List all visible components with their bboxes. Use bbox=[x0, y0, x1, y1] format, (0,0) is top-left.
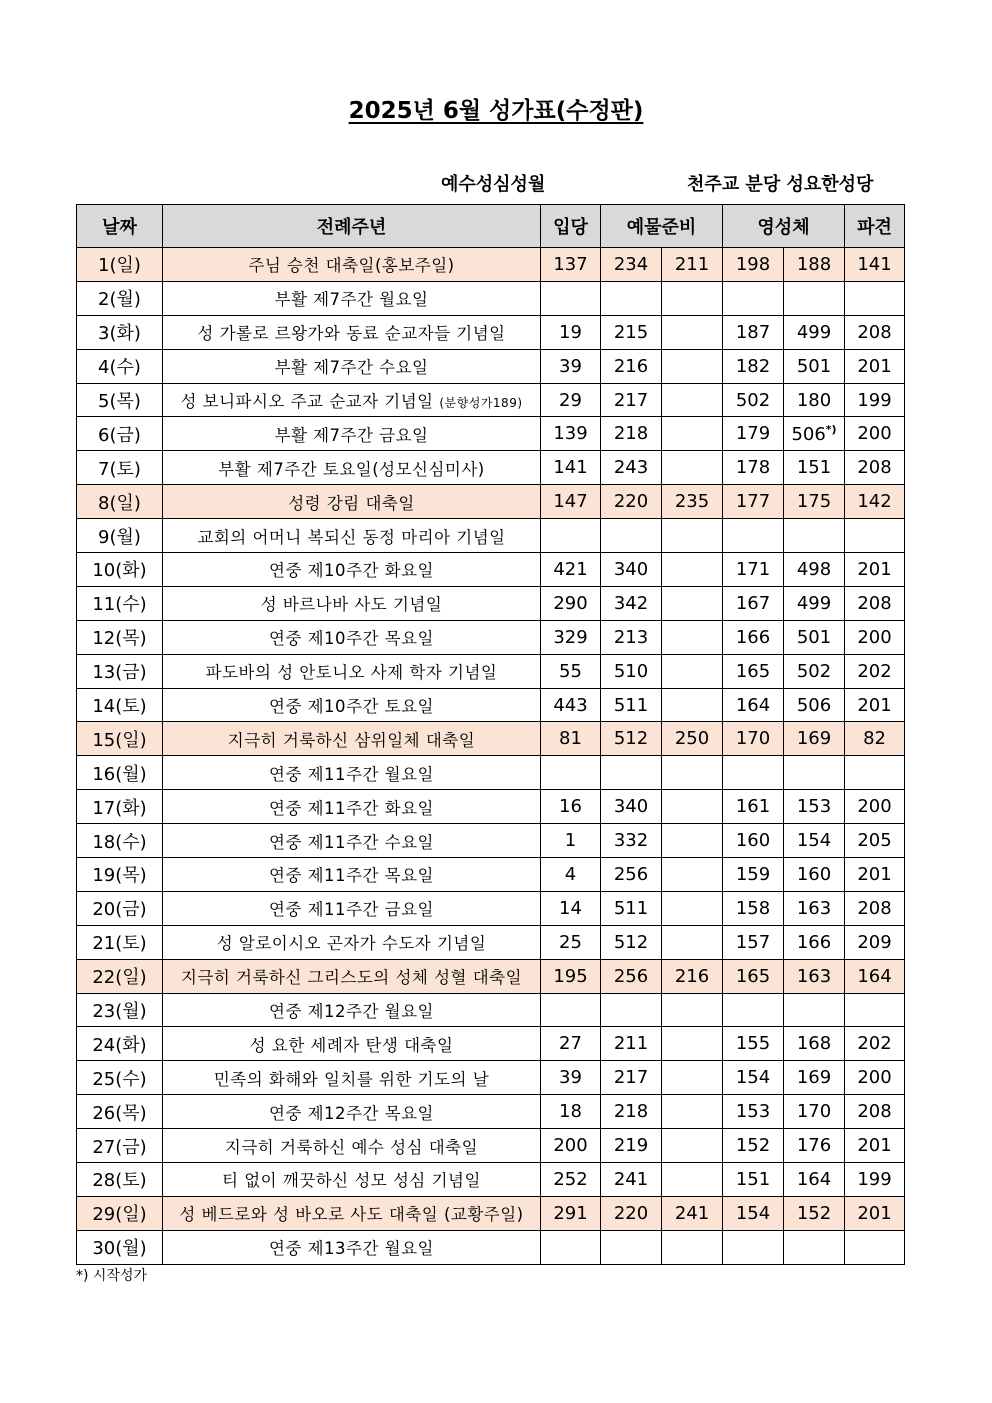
liturgy-cell: 연중 제11주간 금요일 bbox=[163, 891, 541, 925]
liturgy-cell: 교회의 어머니 복되신 동정 마리아 기념일 bbox=[163, 519, 541, 553]
offertory-hymn-1-cell bbox=[601, 993, 662, 1027]
communion-hymn-2-cell: 501 bbox=[784, 620, 845, 654]
communion-hymn-1-cell: 152 bbox=[723, 1129, 784, 1163]
communion-hymn-1-cell: 179 bbox=[723, 417, 784, 451]
entrance-hymn-cell: 29 bbox=[541, 383, 601, 417]
communion-hymn-2-cell: 153 bbox=[784, 790, 845, 824]
hymn-table bbox=[76, 204, 905, 1265]
offertory-hymn-1-cell: 218 bbox=[601, 417, 662, 451]
table-row bbox=[77, 248, 905, 282]
date-cell: 23(월) bbox=[77, 993, 163, 1027]
offertory-hymn-2-cell bbox=[662, 1230, 723, 1264]
entrance-hymn-cell: 25 bbox=[541, 925, 601, 959]
offertory-hymn-1-cell: 211 bbox=[601, 1027, 662, 1061]
communion-hymn-1-cell: 154 bbox=[723, 1061, 784, 1095]
offertory-hymn-2-cell bbox=[662, 383, 723, 417]
offertory-hymn-1-cell: 511 bbox=[601, 688, 662, 722]
offertory-hymn-2-cell bbox=[662, 1095, 723, 1129]
recessional-hymn-cell: 199 bbox=[845, 383, 905, 417]
recessional-hymn-cell: 202 bbox=[845, 654, 905, 688]
offertory-hymn-2-cell bbox=[662, 315, 723, 349]
table-header-row bbox=[77, 205, 905, 248]
liturgy-cell: 민족의 화해와 일치를 위한 기도의 날 bbox=[163, 1061, 541, 1095]
offertory-hymn-2-cell bbox=[662, 790, 723, 824]
liturgy-cell: 연중 제10주간 화요일 bbox=[163, 553, 541, 587]
recessional-hymn-cell bbox=[845, 1230, 905, 1264]
date-cell: 28(토) bbox=[77, 1163, 163, 1197]
recessional-hymn-cell: 201 bbox=[845, 688, 905, 722]
liturgy-cell: 연중 제11주간 월요일 bbox=[163, 756, 541, 790]
table-row bbox=[77, 1163, 905, 1197]
offertory-hymn-2-cell bbox=[662, 654, 723, 688]
recessional-hymn-cell: 208 bbox=[845, 315, 905, 349]
offertory-hymn-2-cell bbox=[662, 993, 723, 1027]
communion-hymn-1-cell: 151 bbox=[723, 1163, 784, 1197]
communion-hymn-2-cell: 152 bbox=[784, 1196, 845, 1230]
communion-hymn-2-cell bbox=[784, 993, 845, 1027]
offertory-hymn-2-cell bbox=[662, 1061, 723, 1095]
offertory-hymn-2-cell bbox=[662, 349, 723, 383]
header-liturgy: 전례주년 bbox=[163, 205, 541, 248]
communion-hymn-1-cell: 155 bbox=[723, 1027, 784, 1061]
date-cell: 14(토) bbox=[77, 688, 163, 722]
table-row bbox=[77, 485, 905, 519]
table-row bbox=[77, 654, 905, 688]
offertory-hymn-2-cell: 211 bbox=[662, 248, 723, 282]
offertory-hymn-2-cell bbox=[662, 417, 723, 451]
liturgy-cell: 연중 제11주간 화요일 bbox=[163, 790, 541, 824]
table-row bbox=[77, 620, 905, 654]
liturgy-cell: 부활 제7주간 금요일 bbox=[163, 417, 541, 451]
recessional-hymn-cell: 202 bbox=[845, 1027, 905, 1061]
communion-hymn-1-cell: 158 bbox=[723, 891, 784, 925]
offertory-hymn-2-cell bbox=[662, 451, 723, 485]
communion-hymn-2-cell: 164 bbox=[784, 1163, 845, 1197]
opening-hymn-mark: *) bbox=[825, 422, 837, 436]
offertory-hymn-1-cell: 234 bbox=[601, 248, 662, 282]
table-row bbox=[77, 790, 905, 824]
offertory-hymn-2-cell bbox=[662, 1027, 723, 1061]
offertory-hymn-1-cell: 512 bbox=[601, 722, 662, 756]
communion-hymn-1-cell: 182 bbox=[723, 349, 784, 383]
liturgy-cell: 연중 제10주간 토요일 bbox=[163, 688, 541, 722]
communion-hymn-2-cell: 188 bbox=[784, 248, 845, 282]
communion-hymn-1-cell: 165 bbox=[723, 654, 784, 688]
entrance-hymn-cell: 19 bbox=[541, 315, 601, 349]
communion-hymn-2-cell: 499 bbox=[784, 315, 845, 349]
date-cell: 19(목) bbox=[77, 858, 163, 892]
date-cell: 12(목) bbox=[77, 620, 163, 654]
recessional-hymn-cell: 141 bbox=[845, 248, 905, 282]
date-cell: 3(화) bbox=[77, 315, 163, 349]
recessional-hymn-cell: 200 bbox=[845, 1061, 905, 1095]
table-row bbox=[77, 1095, 905, 1129]
offertory-hymn-1-cell: 218 bbox=[601, 1095, 662, 1129]
entrance-hymn-cell: 81 bbox=[541, 722, 601, 756]
communion-hymn-1-cell: 166 bbox=[723, 620, 784, 654]
table-row bbox=[77, 959, 905, 993]
communion-hymn-2-cell: 169 bbox=[784, 1061, 845, 1095]
recessional-hymn-cell: 205 bbox=[845, 824, 905, 858]
date-cell: 7(토) bbox=[77, 451, 163, 485]
liturgy-cell: 성 요한 세례자 탄생 대축일 bbox=[163, 1027, 541, 1061]
table-row bbox=[77, 315, 905, 349]
table-row bbox=[77, 925, 905, 959]
date-cell: 25(수) bbox=[77, 1061, 163, 1095]
table-row bbox=[77, 1061, 905, 1095]
recessional-hymn-cell: 208 bbox=[845, 586, 905, 620]
offertory-hymn-2-cell: 250 bbox=[662, 722, 723, 756]
entrance-hymn-cell bbox=[541, 756, 601, 790]
date-cell: 20(금) bbox=[77, 891, 163, 925]
date-cell: 1(일) bbox=[77, 248, 163, 282]
date-cell: 10(화) bbox=[77, 553, 163, 587]
recessional-hymn-cell: 200 bbox=[845, 620, 905, 654]
date-cell: 5(목) bbox=[77, 383, 163, 417]
table-row bbox=[77, 451, 905, 485]
offertory-hymn-1-cell: 511 bbox=[601, 891, 662, 925]
communion-hymn-2-cell: 151 bbox=[784, 451, 845, 485]
date-cell: 27(금) bbox=[77, 1129, 163, 1163]
month-theme: 예수성심성월 bbox=[441, 174, 546, 195]
table-row bbox=[77, 349, 905, 383]
entrance-hymn-cell: 55 bbox=[541, 654, 601, 688]
recessional-hymn-cell: 142 bbox=[845, 485, 905, 519]
communion-hymn-1-cell: 160 bbox=[723, 824, 784, 858]
communion-hymn-2-cell: 175 bbox=[784, 485, 845, 519]
table-row bbox=[77, 824, 905, 858]
entrance-hymn-cell: 39 bbox=[541, 349, 601, 383]
communion-hymn-2-cell: 166 bbox=[784, 925, 845, 959]
liturgy-cell: 성 알로이시오 곤자가 수도자 기념일 bbox=[163, 925, 541, 959]
incense-hymn-note: (분향성가189) bbox=[439, 396, 523, 410]
date-cell: 21(토) bbox=[77, 925, 163, 959]
liturgy-cell: 연중 제11주간 목요일 bbox=[163, 858, 541, 892]
offertory-hymn-1-cell: 220 bbox=[601, 1196, 662, 1230]
recessional-hymn-cell: 201 bbox=[845, 553, 905, 587]
header-communion: 영성체 bbox=[723, 205, 845, 248]
recessional-hymn-cell: 209 bbox=[845, 925, 905, 959]
date-cell: 29(일) bbox=[77, 1196, 163, 1230]
communion-hymn-1-cell: 198 bbox=[723, 248, 784, 282]
recessional-hymn-cell: 200 bbox=[845, 790, 905, 824]
header-entrance: 입당 bbox=[541, 205, 601, 248]
communion-hymn-2-cell bbox=[784, 1230, 845, 1264]
communion-hymn-1-cell: 502 bbox=[723, 383, 784, 417]
liturgy-cell: 부활 제7주간 수요일 bbox=[163, 349, 541, 383]
recessional-hymn-cell: 82 bbox=[845, 722, 905, 756]
date-cell: 11(수) bbox=[77, 586, 163, 620]
recessional-hymn-cell bbox=[845, 756, 905, 790]
offertory-hymn-1-cell: 217 bbox=[601, 1061, 662, 1095]
communion-hymn-2-cell: 168 bbox=[784, 1027, 845, 1061]
communion-hymn-2-cell: 501 bbox=[784, 349, 845, 383]
offertory-hymn-2-cell bbox=[662, 586, 723, 620]
entrance-hymn-cell: 18 bbox=[541, 1095, 601, 1129]
table-row bbox=[77, 417, 905, 451]
liturgy-cell: 연중 제13주간 월요일 bbox=[163, 1230, 541, 1264]
liturgy-cell: 연중 제11주간 수요일 bbox=[163, 824, 541, 858]
offertory-hymn-2-cell bbox=[662, 756, 723, 790]
communion-hymn-1-cell bbox=[723, 1230, 784, 1264]
offertory-hymn-1-cell bbox=[601, 1230, 662, 1264]
parish-name: 천주교 분당 성요한성당 bbox=[687, 174, 874, 195]
offertory-hymn-1-cell: 213 bbox=[601, 620, 662, 654]
communion-hymn-1-cell bbox=[723, 519, 784, 553]
date-cell: 15(일) bbox=[77, 722, 163, 756]
liturgy-cell: 성 가롤로 르왕가와 동료 순교자들 기념일 bbox=[163, 315, 541, 349]
entrance-hymn-cell: 141 bbox=[541, 451, 601, 485]
communion-hymn-1-cell: 171 bbox=[723, 553, 784, 587]
table-row bbox=[77, 383, 905, 417]
communion-hymn-1-cell bbox=[723, 756, 784, 790]
liturgy-cell: 지극히 거룩하신 삼위일체 대축일 bbox=[163, 722, 541, 756]
offertory-hymn-1-cell: 340 bbox=[601, 790, 662, 824]
table-row bbox=[77, 993, 905, 1027]
entrance-hymn-cell: 200 bbox=[541, 1129, 601, 1163]
entrance-hymn-cell: 291 bbox=[541, 1196, 601, 1230]
communion-hymn-1-cell: 177 bbox=[723, 485, 784, 519]
communion-hymn-1-cell: 159 bbox=[723, 858, 784, 892]
date-cell: 9(월) bbox=[77, 519, 163, 553]
liturgy-cell: 연중 제10주간 목요일 bbox=[163, 620, 541, 654]
communion-hymn-2-cell bbox=[784, 756, 845, 790]
liturgy-cell: 연중 제12주간 월요일 bbox=[163, 993, 541, 1027]
entrance-hymn-cell: 329 bbox=[541, 620, 601, 654]
date-cell: 24(화) bbox=[77, 1027, 163, 1061]
communion-hymn-2-cell: 163 bbox=[784, 891, 845, 925]
recessional-hymn-cell: 199 bbox=[845, 1163, 905, 1197]
table-row bbox=[77, 281, 905, 315]
communion-hymn-1-cell: 165 bbox=[723, 959, 784, 993]
communion-hymn-2-cell bbox=[784, 519, 845, 553]
entrance-hymn-cell: 16 bbox=[541, 790, 601, 824]
communion-hymn-1-cell bbox=[723, 993, 784, 1027]
offertory-hymn-1-cell: 243 bbox=[601, 451, 662, 485]
entrance-hymn-cell bbox=[541, 281, 601, 315]
entrance-hymn-cell: 137 bbox=[541, 248, 601, 282]
offertory-hymn-2-cell bbox=[662, 1129, 723, 1163]
recessional-hymn-cell: 164 bbox=[845, 959, 905, 993]
entrance-hymn-cell: 443 bbox=[541, 688, 601, 722]
entrance-hymn-cell: 139 bbox=[541, 417, 601, 451]
communion-hymn-1-cell: 167 bbox=[723, 586, 784, 620]
communion-hymn-2-cell: 154 bbox=[784, 824, 845, 858]
liturgy-cell: 지극히 거룩하신 그리스도의 성체 성혈 대축일 bbox=[163, 959, 541, 993]
date-cell: 13(금) bbox=[77, 654, 163, 688]
date-cell: 26(목) bbox=[77, 1095, 163, 1129]
entrance-hymn-cell bbox=[541, 993, 601, 1027]
recessional-hymn-cell bbox=[845, 993, 905, 1027]
liturgy-cell: 부활 제7주간 월요일 bbox=[163, 281, 541, 315]
entrance-hymn-cell: 14 bbox=[541, 891, 601, 925]
entrance-hymn-cell: 147 bbox=[541, 485, 601, 519]
recessional-hymn-cell: 201 bbox=[845, 1129, 905, 1163]
liturgy-cell: 부활 제7주간 토요일(성모신심미사) bbox=[163, 451, 541, 485]
offertory-hymn-1-cell bbox=[601, 281, 662, 315]
recessional-hymn-cell bbox=[845, 281, 905, 315]
liturgy-cell: 성 바르나바 사도 기념일 bbox=[163, 586, 541, 620]
entrance-hymn-cell bbox=[541, 1230, 601, 1264]
date-cell: 16(월) bbox=[77, 756, 163, 790]
offertory-hymn-1-cell: 510 bbox=[601, 654, 662, 688]
communion-hymn-1-cell bbox=[723, 281, 784, 315]
header-recessional: 파견 bbox=[845, 205, 905, 248]
entrance-hymn-cell: 195 bbox=[541, 959, 601, 993]
communion-hymn-2-cell: 160 bbox=[784, 858, 845, 892]
offertory-hymn-2-cell bbox=[662, 925, 723, 959]
page-title: 2025년 6월 성가표(수정판) bbox=[348, 98, 644, 124]
communion-hymn-1-cell: 187 bbox=[723, 315, 784, 349]
entrance-hymn-cell: 252 bbox=[541, 1163, 601, 1197]
communion-hymn-2-cell: 506*) bbox=[784, 417, 845, 451]
communion-hymn-1-cell: 157 bbox=[723, 925, 784, 959]
table-row bbox=[77, 1230, 905, 1264]
offertory-hymn-1-cell: 256 bbox=[601, 858, 662, 892]
communion-hymn-1-cell: 153 bbox=[723, 1095, 784, 1129]
offertory-hymn-2-cell: 241 bbox=[662, 1196, 723, 1230]
table-row bbox=[77, 519, 905, 553]
recessional-hymn-cell: 201 bbox=[845, 1196, 905, 1230]
offertory-hymn-1-cell: 215 bbox=[601, 315, 662, 349]
date-cell: 18(수) bbox=[77, 824, 163, 858]
offertory-hymn-1-cell bbox=[601, 519, 662, 553]
table-row bbox=[77, 1027, 905, 1061]
communion-hymn-2-cell: 176 bbox=[784, 1129, 845, 1163]
table-row bbox=[77, 1129, 905, 1163]
entrance-hymn-cell: 421 bbox=[541, 553, 601, 587]
offertory-hymn-1-cell: 220 bbox=[601, 485, 662, 519]
offertory-hymn-2-cell bbox=[662, 858, 723, 892]
offertory-hymn-2-cell bbox=[662, 688, 723, 722]
entrance-hymn-cell: 39 bbox=[541, 1061, 601, 1095]
table-body bbox=[77, 248, 905, 1265]
entrance-hymn-cell: 1 bbox=[541, 824, 601, 858]
offertory-hymn-1-cell: 241 bbox=[601, 1163, 662, 1197]
communion-hymn-1-cell: 154 bbox=[723, 1196, 784, 1230]
offertory-hymn-1-cell: 216 bbox=[601, 349, 662, 383]
date-cell: 22(일) bbox=[77, 959, 163, 993]
offertory-hymn-2-cell bbox=[662, 1163, 723, 1197]
date-cell: 4(수) bbox=[77, 349, 163, 383]
entrance-hymn-cell: 27 bbox=[541, 1027, 601, 1061]
liturgy-cell: 지극히 거룩하신 예수 성심 대축일 bbox=[163, 1129, 541, 1163]
header-date: 날짜 bbox=[77, 205, 163, 248]
offertory-hymn-1-cell bbox=[601, 756, 662, 790]
table-row bbox=[77, 756, 905, 790]
table-row bbox=[77, 553, 905, 587]
date-cell: 17(화) bbox=[77, 790, 163, 824]
communion-hymn-1-cell: 178 bbox=[723, 451, 784, 485]
offertory-hymn-1-cell: 256 bbox=[601, 959, 662, 993]
recessional-hymn-cell bbox=[845, 519, 905, 553]
offertory-hymn-2-cell bbox=[662, 891, 723, 925]
date-cell: 6(금) bbox=[77, 417, 163, 451]
recessional-hymn-cell: 201 bbox=[845, 349, 905, 383]
date-cell: 2(월) bbox=[77, 281, 163, 315]
offertory-hymn-1-cell: 217 bbox=[601, 383, 662, 417]
liturgy-cell: 성령 강림 대축일 bbox=[163, 485, 541, 519]
communion-hymn-2-cell: 180 bbox=[784, 383, 845, 417]
entrance-hymn-cell bbox=[541, 519, 601, 553]
liturgy-cell: 성 보니파시오 주교 순교자 기념일 (분향성가189) bbox=[163, 383, 541, 417]
table-row bbox=[77, 858, 905, 892]
recessional-hymn-cell: 200 bbox=[845, 417, 905, 451]
communion-hymn-2-cell: 499 bbox=[784, 586, 845, 620]
table-row bbox=[77, 722, 905, 756]
communion-hymn-2-cell: 506 bbox=[784, 688, 845, 722]
communion-hymn-1-cell: 161 bbox=[723, 790, 784, 824]
header-offertory: 예물준비 bbox=[601, 205, 723, 248]
recessional-hymn-cell: 208 bbox=[845, 1095, 905, 1129]
table-row bbox=[77, 891, 905, 925]
communion-hymn-2-cell: 163 bbox=[784, 959, 845, 993]
footnote: *) 시작성가 bbox=[76, 1268, 148, 1284]
communion-hymn-1-cell: 164 bbox=[723, 688, 784, 722]
communion-hymn-2-cell bbox=[784, 281, 845, 315]
liturgy-cell: 파도바의 성 안토니오 사제 학자 기념일 bbox=[163, 654, 541, 688]
offertory-hymn-1-cell: 219 bbox=[601, 1129, 662, 1163]
communion-hymn-2-cell: 169 bbox=[784, 722, 845, 756]
table-row bbox=[77, 586, 905, 620]
offertory-hymn-2-cell bbox=[662, 519, 723, 553]
offertory-hymn-2-cell bbox=[662, 553, 723, 587]
date-cell: 8(일) bbox=[77, 485, 163, 519]
recessional-hymn-cell: 208 bbox=[845, 891, 905, 925]
offertory-hymn-1-cell: 342 bbox=[601, 586, 662, 620]
offertory-hymn-1-cell: 512 bbox=[601, 925, 662, 959]
communion-hymn-1-cell: 170 bbox=[723, 722, 784, 756]
offertory-hymn-2-cell: 235 bbox=[662, 485, 723, 519]
liturgy-cell: 주님 승천 대축일(홍보주일) bbox=[163, 248, 541, 282]
entrance-hymn-cell: 4 bbox=[541, 858, 601, 892]
offertory-hymn-1-cell: 332 bbox=[601, 824, 662, 858]
date-cell: 30(월) bbox=[77, 1230, 163, 1264]
liturgy-cell: 성 베드로와 성 바오로 사도 대축일 (교황주일) bbox=[163, 1196, 541, 1230]
offertory-hymn-2-cell bbox=[662, 824, 723, 858]
offertory-hymn-2-cell: 216 bbox=[662, 959, 723, 993]
communion-hymn-2-cell: 498 bbox=[784, 553, 845, 587]
communion-hymn-2-cell: 502 bbox=[784, 654, 845, 688]
offertory-hymn-2-cell bbox=[662, 620, 723, 654]
offertory-hymn-2-cell bbox=[662, 281, 723, 315]
recessional-hymn-cell: 201 bbox=[845, 858, 905, 892]
liturgy-cell: 티 없이 깨끗하신 성모 성심 기념일 bbox=[163, 1163, 541, 1197]
entrance-hymn-cell: 290 bbox=[541, 586, 601, 620]
offertory-hymn-1-cell: 340 bbox=[601, 553, 662, 587]
liturgy-cell: 연중 제12주간 목요일 bbox=[163, 1095, 541, 1129]
table-row bbox=[77, 688, 905, 722]
table-row bbox=[77, 1196, 905, 1230]
recessional-hymn-cell: 208 bbox=[845, 451, 905, 485]
communion-hymn-2-cell: 170 bbox=[784, 1095, 845, 1129]
